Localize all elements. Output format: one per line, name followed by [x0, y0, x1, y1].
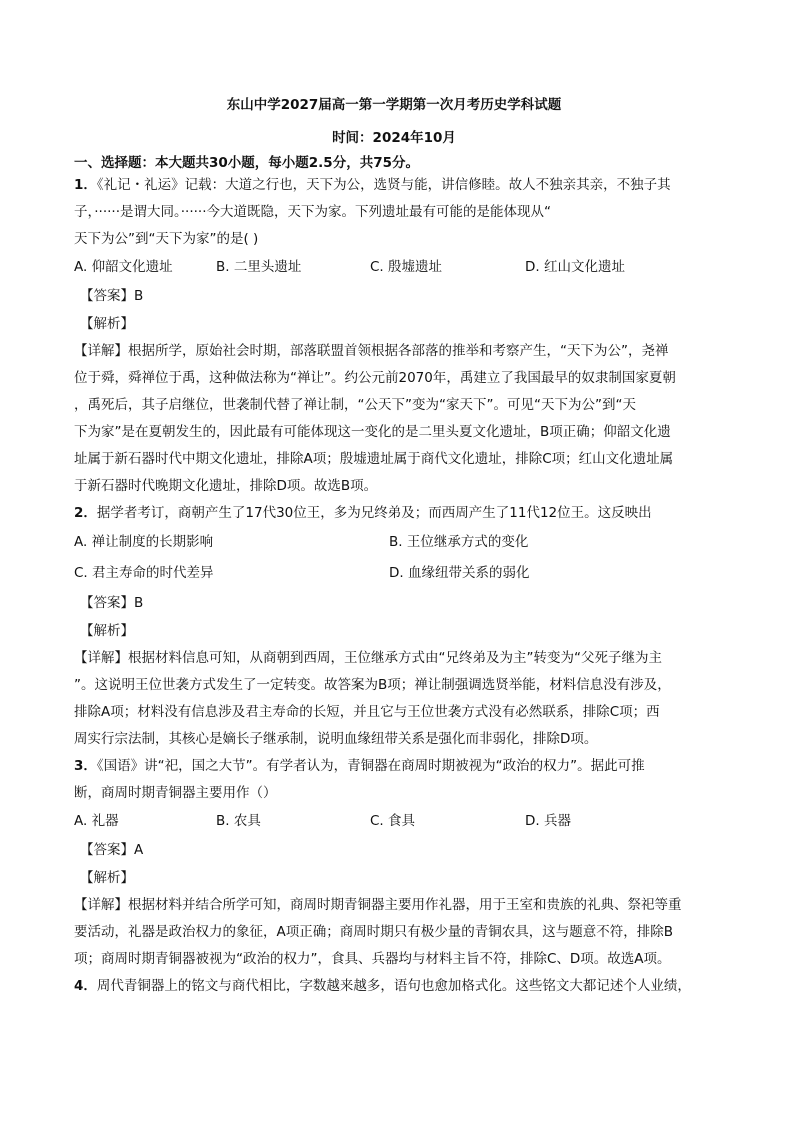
q2-detail-3: 排除A项；材料没有信息涉及君主寿命的长短，并且它与王位世袭方式没有必然联系，排除C项；西	[74, 704, 660, 720]
question-3	[74, 753, 714, 973]
q1-analysis-label: 【解析】	[80, 316, 134, 332]
q2-options-row-2	[74, 558, 714, 589]
exam-page	[74, 96, 714, 1000]
q3-option-c: C. 食具	[370, 813, 416, 829]
q1-detail-4: 下为家”是在夏朝发生的，因此最有可能体现这一变化的是二里头夏文化遗址，B项正确；仰韶文化遗	[74, 424, 671, 440]
q4-stem	[74, 973, 714, 1000]
q3-stem-line-1	[74, 753, 714, 780]
q2-options-row-1	[74, 527, 714, 558]
q1-option-a: A. 仰韶文化遗址	[74, 259, 173, 275]
q4-number: 4．	[74, 978, 97, 994]
q3-detail-1: 【详解】根据材料并结合所学可知，商周时期青铜器主要用作礼器，用于王室和贵族的礼典、祭祀等重	[74, 897, 682, 913]
question-4	[74, 973, 714, 1000]
q3-option-b: B. 农具	[216, 813, 261, 829]
q3-option-d: D. 兵器	[525, 813, 571, 829]
q3-stem-line-2: 断，商周时期青铜器主要用作（）	[74, 785, 277, 801]
q3-options	[74, 807, 714, 836]
q1-option-c: C. 殷墟遗址	[370, 259, 443, 275]
q2-option-d: D. 血缘纽带关系的弱化	[389, 565, 530, 581]
q3-detail-3: 项；商周时期青铜器被视为“政治的权力”，食具、兵器均与材料主旨不符，排除C、D项。故选A项。	[74, 951, 671, 967]
q1-detail-1: 【详解】根据所学，原始社会时期，部落联盟首领根据各部落的推举和考察产生，“天下为公”，尧禅	[74, 343, 669, 359]
q1-option-d: D. 红山文化遗址	[525, 259, 625, 275]
q1-options	[74, 253, 714, 282]
q2-stem	[74, 500, 714, 527]
q1-detail-5: 址属于新石器时代中期文化遗址，排除A项；殷墟遗址属于商代文化遗址，排除C项；红山文化遗址属	[74, 451, 674, 467]
q1-detail-3: ，禹死后，其子启继位，世袭制代替了禅让制，“公天下”变为“家天下”。可见“天下为公”到“天	[74, 397, 636, 413]
q2-detail-1: 【详解】根据材料信息可知，从商朝到西周，王位继承方式由“兄终弟及为主”转变为“父死子继为主	[74, 650, 662, 666]
q2-stem-text: 据学者考订，商朝产生了17代30位王，多为兄终弟及；而西周产生了11代12位王。这反映出	[96, 505, 652, 521]
q2-detail-4: 周实行宗法制，其核心是嫡长子继承制，说明血缘纽带关系是强化而非弱化，排除D项。	[74, 731, 598, 747]
q4-stem-text: 周代青铜器上的铭文与商代相比，字数越来越多，语句也愈加格式化。这些铭文大都记述个人业绩，	[96, 978, 691, 994]
q2-option-a: A. 禅让制度的长期影响	[74, 534, 214, 550]
q2-option-b: B. 王位继承方式的变化	[389, 534, 529, 550]
q1-option-b: B. 二里头遗址	[216, 259, 302, 275]
question-1	[74, 172, 714, 500]
q1-number: 1．	[74, 177, 97, 193]
q1-stem-line-3: 天下为公”到“天下为家”的是( )	[74, 231, 259, 247]
q3-stem-text-1: 《国语》讲“祀，国之大节”。有学者认为，青铜器在商周时期被视为“政治的权力”。据此可推	[96, 758, 645, 774]
q3-option-a: A. 礼器	[74, 813, 119, 829]
section-heading: 一、选择题：本大题共30小题，每小题2.5分，共75分。	[74, 155, 419, 171]
q3-detail-2: 要活动，礼器是政治权力的象征，A项正确；商周时期只有极少量的青铜农具，这与题意不符，排除B	[74, 924, 673, 940]
q1-stem-text-1: 《礼记・礼运》记载：大道之行也，天下为公，选贤与能，讲信修睦。故人不独亲其亲，不独子其	[96, 177, 671, 193]
q1-answer: 【答案】B	[80, 288, 144, 304]
q3-number: 3．	[74, 758, 97, 774]
exam-time: 时间：2024年10月	[332, 130, 456, 146]
q2-option-c: C. 君主寿命的时代差异	[74, 565, 214, 581]
q3-answer: 【答案】A	[80, 842, 144, 858]
q3-analysis-label: 【解析】	[80, 870, 134, 886]
q2-detail-2: ”。这说明王位世袭方式发生了一定转变。故答案为B项；禅让制强调选贤举能，材料信息没有涉及，	[74, 677, 671, 693]
question-2	[74, 500, 714, 753]
q2-number: 2．	[74, 505, 97, 521]
q2-answer: 【答案】B	[80, 595, 144, 611]
q1-detail-2: 位于舜，舜禅位于禹，这种做法称为“禅让”。约公元前2070年，禹建立了我国最早的奴隶制国家夏朝	[74, 370, 676, 386]
q2-analysis-label: 【解析】	[80, 623, 134, 639]
q1-stem-line-1	[74, 172, 714, 199]
exam-title: 东山中学2027届高一第一学期第一次月考历史学科试题	[226, 97, 562, 113]
q1-stem-line-2: 子，······是谓大同。······今大道既隐，天下为家。下列遗址最有可能的是能体现从“	[74, 204, 551, 220]
q1-detail-6: 于新石器时代晚期文化遗址，排除D项。故选B项。	[74, 478, 378, 494]
